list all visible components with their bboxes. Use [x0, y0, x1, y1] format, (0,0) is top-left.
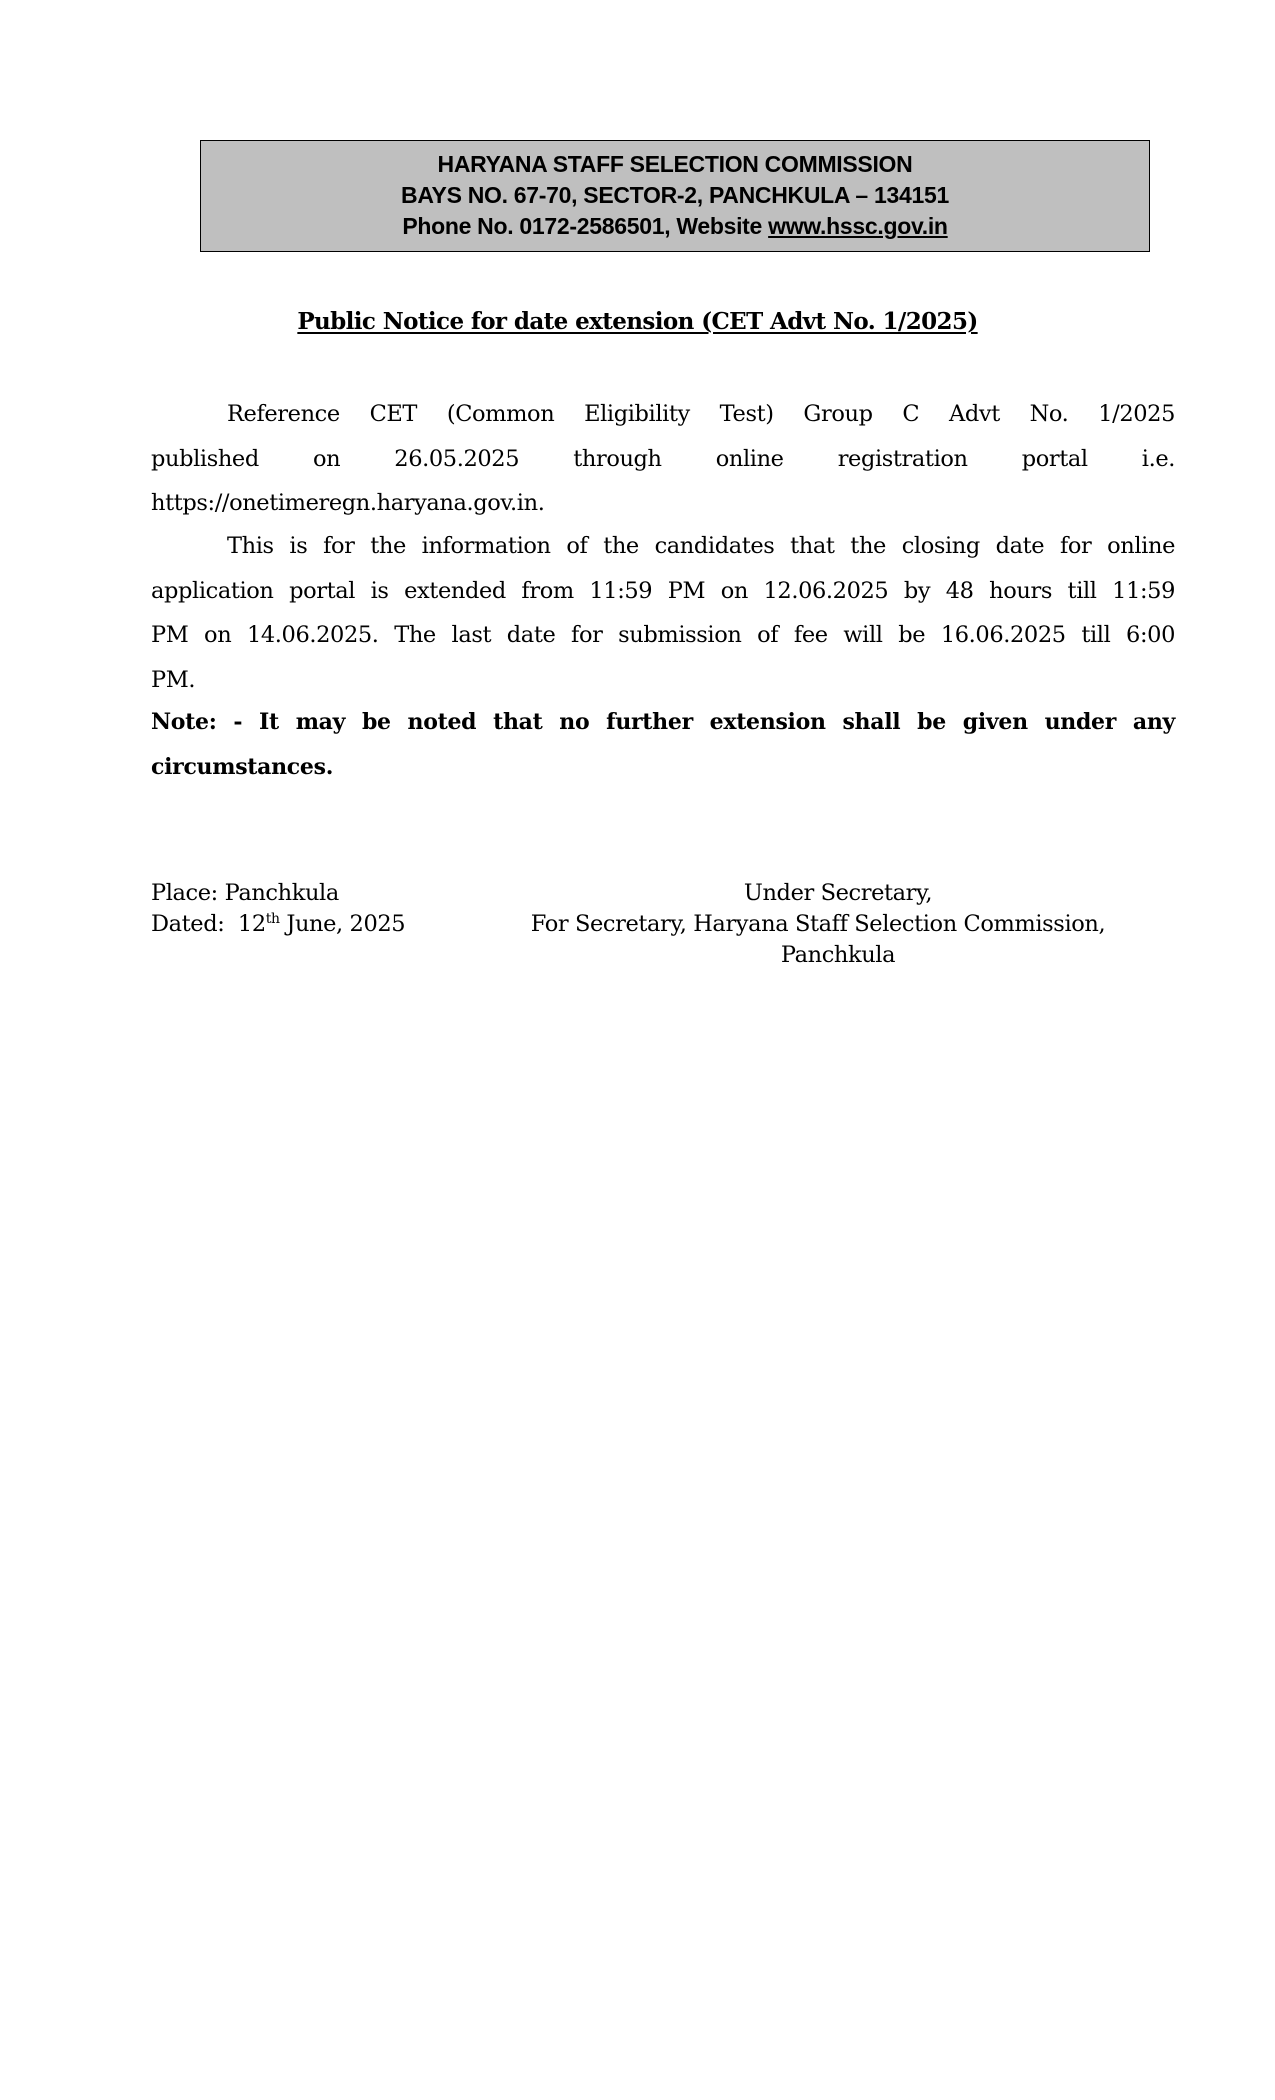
portal-url: https://onetimeregn.haryana.gov.in.	[151, 490, 545, 516]
note-line-2: circumstances.	[151, 753, 334, 780]
place-text: Place: Panchkula	[151, 880, 339, 906]
reference-line-1: Reference CET (Common Eligibility Test) Group C Advt No. 1/2025	[227, 401, 1175, 427]
note-paragraph	[151, 700, 1175, 789]
organization-name: HARYANA STAFF SELECTION COMMISSION	[437, 151, 913, 177]
extension-line-4: PM.	[151, 666, 196, 693]
extension-line-3: PM on 14.06.2025. The last date for submission of fee will be 16.06.2025 till 6:00	[151, 622, 1175, 648]
signatory-organization: For Secretary, Haryana Staff Selection Commission,	[530, 911, 1106, 937]
extension-paragraph	[151, 524, 1175, 702]
date-prefix: Dated: 12	[151, 911, 266, 937]
place-date-block	[151, 878, 405, 940]
letterhead-box	[200, 140, 1150, 252]
phone-text: Phone No. 0172-2586501, Website	[402, 213, 769, 239]
extension-line-1: This is for the information of the candidates that the closing date for online	[227, 533, 1175, 559]
date-suffix: June, 2025	[279, 911, 406, 937]
website-link[interactable]: www.hssc.gov.in	[768, 213, 948, 239]
date-text	[151, 909, 405, 940]
signatory-block	[498, 878, 1138, 971]
signatory-location: Panchkula	[780, 942, 896, 968]
date-ordinal: th	[265, 911, 280, 927]
notice-title-text: Public Notice for date extension (CET Advt No. 1/2025)	[297, 308, 978, 335]
signatory-title: Under Secretary,	[743, 880, 933, 906]
organization-address: BAYS NO. 67-70, SECTOR-2, PANCHKULA – 134151	[401, 182, 949, 208]
organization-contact	[201, 211, 1149, 242]
reference-paragraph	[151, 392, 1175, 526]
notice-title	[0, 308, 1275, 335]
reference-line-2: published on 26.05.2025 through online registration portal i.e.	[151, 445, 1175, 472]
extension-line-2: application portal is extended from 11:59 PM on 12.06.2025 by 48 hours till 11:59	[151, 577, 1175, 604]
note-line-1: Note: - It may be noted that no further extension shall be given under any	[151, 709, 1175, 735]
